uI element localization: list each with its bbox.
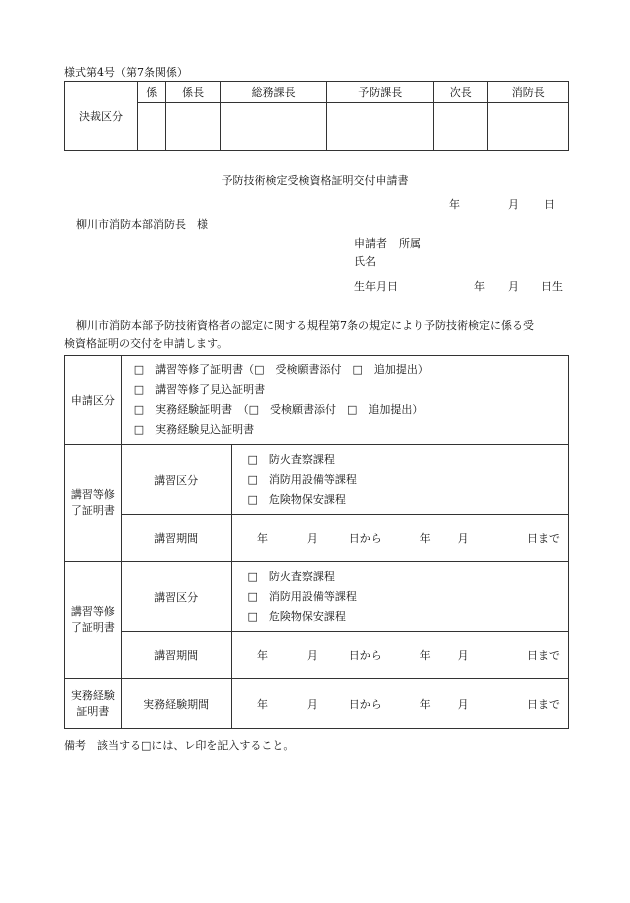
request-option[interactable]: □ 実務経験見込証明書	[133, 423, 255, 436]
request-row	[65, 356, 569, 445]
request-option[interactable]: □ 実務経験証明書 （□ 受検願書添付 □ 追加提出）	[133, 403, 424, 416]
period-month[interactable]: 月	[268, 679, 318, 729]
addressee: 柳川市消防本部消防長 様	[76, 218, 208, 231]
period-month[interactable]: 月	[431, 515, 469, 562]
approval-stamp-cell[interactable]	[166, 103, 220, 151]
course-certificate-label: 講習等修 了証明書	[65, 445, 122, 562]
approval-header: 消防長	[488, 82, 569, 103]
approval-header: 係	[138, 82, 166, 103]
period-month[interactable]: 月	[431, 632, 469, 679]
course-option[interactable]: □ 消防用設備等課程	[247, 472, 357, 486]
approval-stamp-cell[interactable]	[138, 103, 166, 151]
approval-header: 予防課長	[327, 82, 434, 103]
period-month[interactable]: 月	[268, 515, 318, 562]
period-month[interactable]: 月	[268, 632, 318, 679]
date-month: 月	[508, 198, 519, 211]
course-option[interactable]: □ 消防用設備等課程	[247, 589, 357, 603]
period-month[interactable]: 月	[431, 679, 469, 729]
note: 備考 該当する□には、レ印を記入すること。	[64, 739, 295, 752]
period-year[interactable]: 年	[231, 679, 268, 729]
period-to[interactable]: 日まで	[469, 515, 569, 562]
request-option[interactable]: □ 講習等修了見込証明書	[133, 383, 266, 396]
period-from[interactable]: 日から	[318, 679, 382, 729]
approval-table	[64, 81, 569, 151]
request-label: 申請区分	[65, 356, 122, 445]
approval-header: 総務課長	[220, 82, 327, 103]
birth-month: 月	[508, 280, 519, 293]
course-category-label: 講習区分	[121, 445, 231, 515]
approval-header: 係長	[166, 82, 220, 103]
period-year[interactable]: 年	[382, 515, 431, 562]
period-year[interactable]: 年	[231, 632, 268, 679]
course-option[interactable]: □ 防火査察課程	[247, 452, 335, 466]
period-from[interactable]: 日から	[318, 515, 382, 562]
main-form-table	[64, 355, 569, 729]
course-certificate-label: 講習等修 了証明書	[65, 562, 122, 679]
course-category-label: 講習区分	[121, 562, 231, 632]
approval-header: 次長	[433, 82, 487, 103]
form-number: 様式第4号（第7条関係）	[64, 66, 188, 79]
body-text-line-2: 検資格証明の交付を申請します。	[64, 337, 229, 350]
name-label: 氏名	[354, 255, 376, 268]
experience-period-label: 実務経験期間	[121, 679, 231, 729]
approval-stamp-cell[interactable]	[220, 103, 327, 151]
course-period-label: 講習期間	[121, 515, 231, 562]
form-title: 予防技術検定受検資格証明交付申請書	[221, 174, 409, 187]
birth-year: 年	[474, 280, 485, 293]
body-text-line-1: 柳川市消防本部予防技術資格者の認定に関する規程第7条の規定により予防技術検定に係る受	[76, 319, 534, 332]
course-option[interactable]: □ 危険物保安課程	[247, 492, 346, 506]
date-day: 日	[544, 198, 555, 211]
period-to[interactable]: 日まで	[469, 632, 569, 679]
period-year[interactable]: 年	[382, 679, 431, 729]
period-from[interactable]: 日から	[318, 632, 382, 679]
course-option[interactable]: □ 危険物保安課程	[247, 609, 346, 623]
approval-stamp-cell[interactable]	[433, 103, 487, 151]
course-category-options	[231, 562, 569, 632]
request-options	[121, 356, 568, 445]
affiliation-label: 所属	[399, 237, 421, 250]
period-year[interactable]: 年	[231, 515, 268, 562]
course-period-label: 講習期間	[121, 632, 231, 679]
period-year[interactable]: 年	[382, 632, 431, 679]
birth-label: 生年月日	[354, 280, 398, 293]
period-to[interactable]: 日まで	[469, 679, 569, 729]
approval-stamp-cell[interactable]	[488, 103, 569, 151]
applicant-label: 申請者	[354, 237, 387, 250]
experience-certificate-label: 実務経験 証明書	[65, 679, 122, 729]
course-category-options	[231, 445, 569, 515]
date-year: 年	[449, 198, 460, 211]
approval-stamp-cell[interactable]	[327, 103, 434, 151]
course-option[interactable]: □ 防火査察課程	[247, 569, 335, 583]
approval-label: 決裁区分	[65, 82, 138, 151]
birth-day: 日生	[541, 280, 563, 293]
request-option[interactable]: □ 講習等修了証明書（□ 受検願書添付 □ 追加提出）	[133, 363, 429, 376]
